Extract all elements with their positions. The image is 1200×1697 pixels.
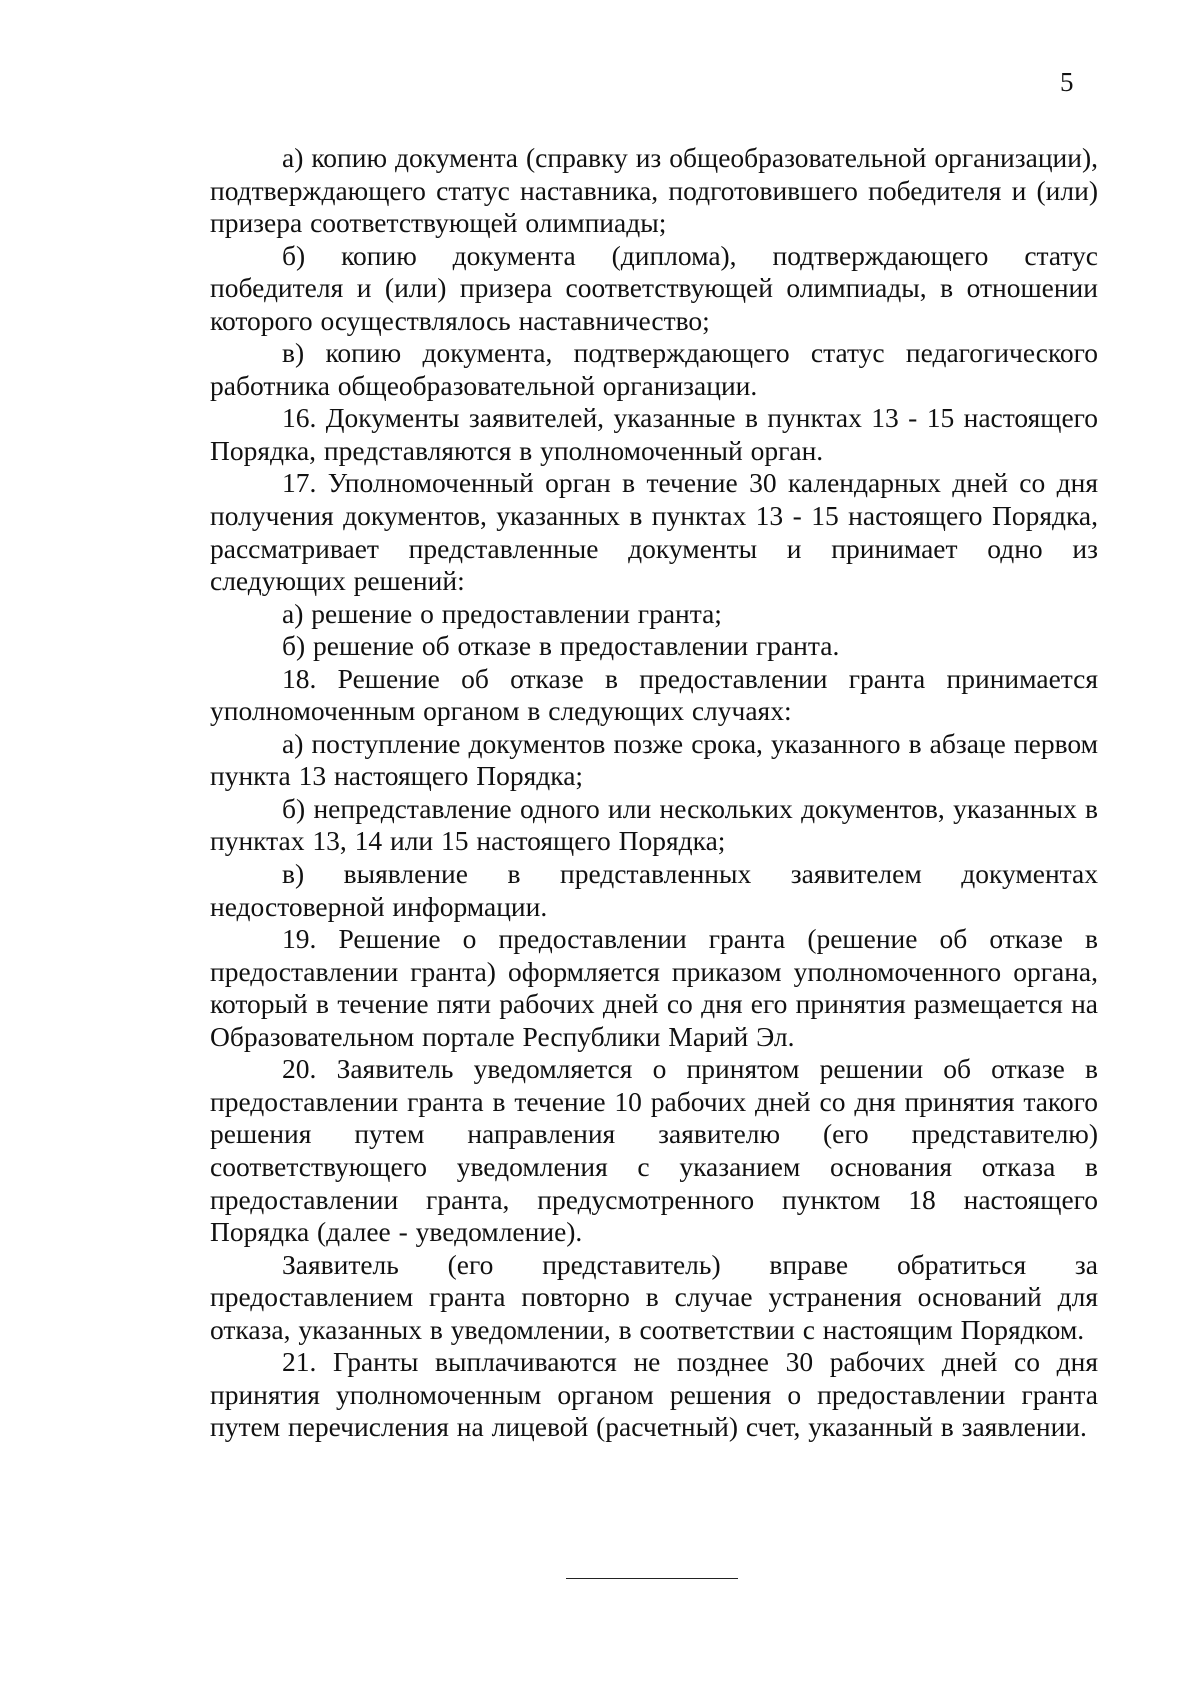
paragraph-c-teacher-status-copy: в) копию документа, подтверждающего статус педагогического работника общеобразовательной организации. [210, 337, 1098, 401]
document-body [210, 142, 1098, 1444]
end-of-document-rule [566, 1578, 738, 1579]
paragraph-20-reapplication: Заявитель (его представитель) вправе обратиться за предоставлением гранта повторно в случае устранения оснований для отказа, указанных в уведомлении, в соответствии с настоящим Порядком. [210, 1248, 1098, 1345]
paragraph-18b-missing-documents: б) непредставление одного или нескольких документов, указанных в пунктах 13, 14 или 15 настоящего Порядка; [210, 792, 1098, 857]
paragraph-19-decision-order: 19. Решение о предоставлении гранта (решение об отказе в предоставлении гранта) оформляется приказом уполномоченного органа, который в течение пяти рабочих дней со дня его принятия размещается на Образовательном портале Республики Марий Эл. [210, 923, 1098, 1052]
paragraph-18-refusal-grounds: 18. Решение об отказе в предоставлении гранта принимается уполномоченным органом в следующих случаях: [210, 662, 1098, 727]
paragraph-18c-false-information: в) выявление в представленных заявителем документах недостоверной информации. [210, 858, 1098, 922]
paragraph-20-notification: 20. Заявитель уведомляется о принятом решении об отказе в предоставлении гранта в течение 10 рабочих дней со дня принятия такого решения путем направления заявителю (его представителю) соответствующего уведомления с указанием основания отказа в предоставлении гранта, предусмотренного пунктом 18 настоящего Порядка (далее - уведомление). [210, 1053, 1098, 1248]
paragraph-17a-grant-decision: а) решение о предоставлении гранта; [282, 597, 722, 629]
paragraph-17-review-period: 17. Уполномоченный орган в течение 30 календарных дней со дня получения документов, указанных в пунктах 13 - 15 настоящего Порядка, рассматривает представленные документы и принимает одно из следующих решений: [210, 467, 1098, 597]
paragraph-18a-late-submission: а) поступление документов позже срока, указанного в абзаце первом пункта 13 настоящего Порядка; [210, 727, 1098, 792]
page-number: 5 [1060, 67, 1074, 97]
paragraph-b-diploma-copy: б) копию документа (диплома), подтверждающего статус победителя и (или) призера соответствующей олимпиады, в отношении которого осуществлялось наставничество; [210, 239, 1098, 336]
paragraph-16-documents-submission: 16. Документы заявителей, указанные в пунктах 13 - 15 настоящего Порядка, представляются в уполномоченный орган. [210, 402, 1098, 466]
paragraph-17b-refusal-decision: б) решение об отказе в предоставлении гранта. [282, 630, 840, 662]
paragraph-21-grant-payment: 21. Гранты выплачиваются не позднее 30 рабочих дней со дня принятия уполномоченным органом решения о предоставлении гранта путем перечисления на лицевой (расчетный) счет, указанный в заявлении. [210, 1346, 1098, 1443]
paragraph-a-mentor-status-copy: а) копию документа (справку из общеобразовательной организации), подтверждающего статус наставника, подготовившего победителя и (или) призера соответствующей олимпиады; [210, 142, 1098, 239]
